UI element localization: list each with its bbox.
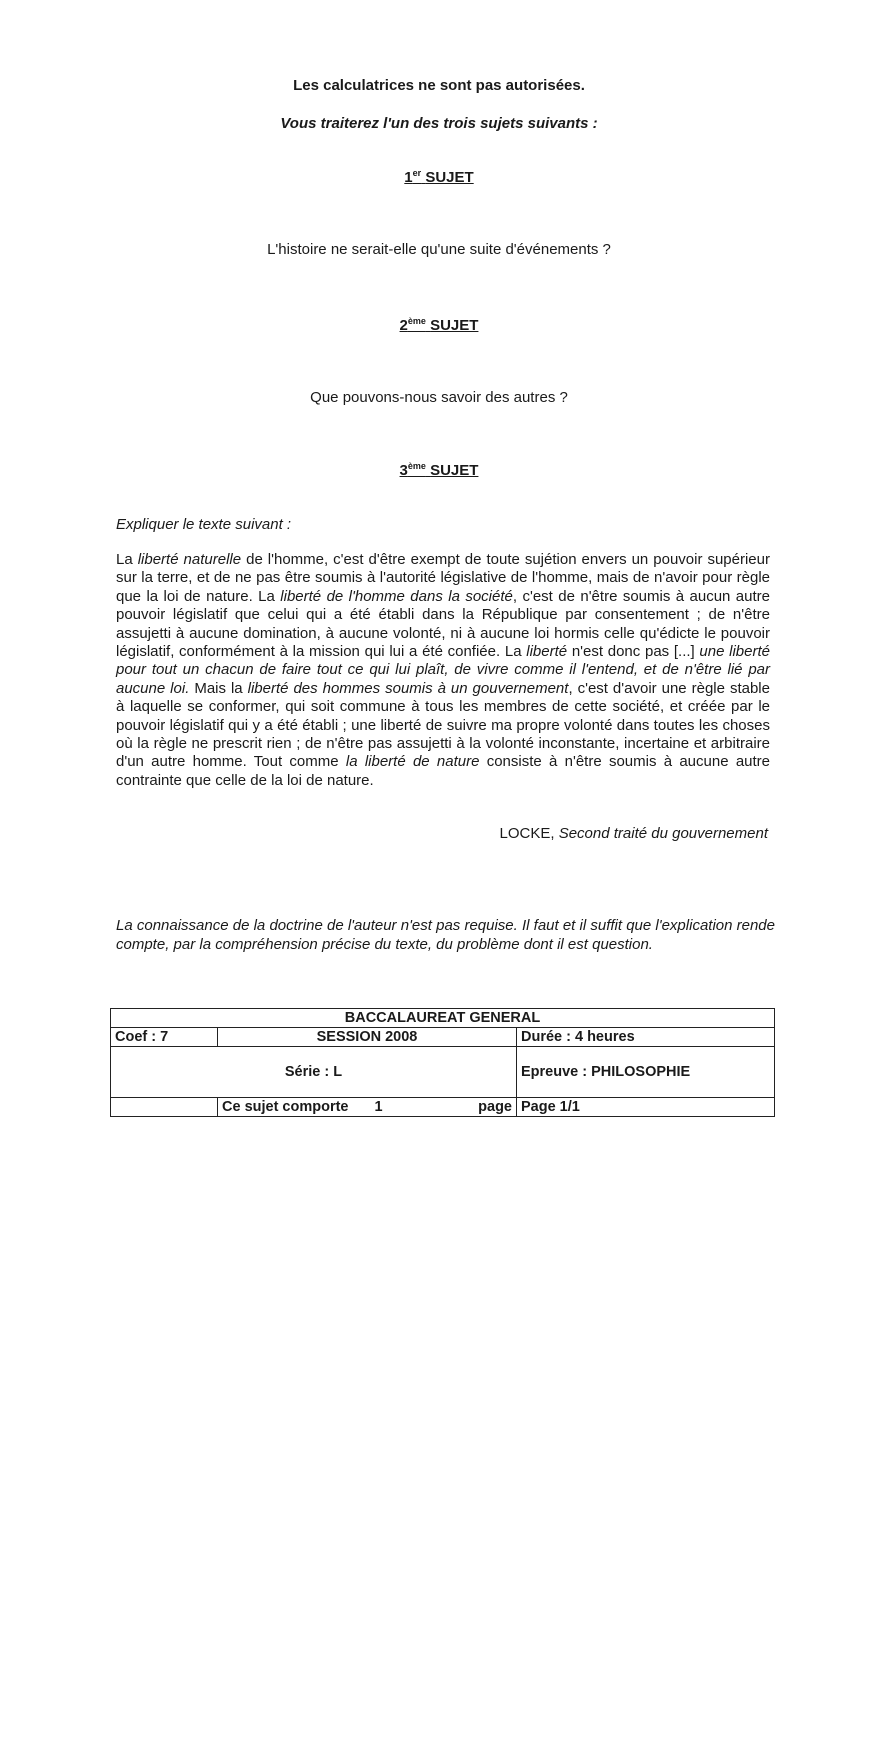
exam-subject: Epreuve : PHILOSOPHIE xyxy=(517,1047,775,1098)
passage-segment: consiste à n'être soumis à aucune autre contrainte que celle de la loi de nature. xyxy=(116,753,771,789)
passage-segment: de l'homme, c'est d'être exempt de toute sujétion envers un pouvoir supérieur sur la terre, et de ne pas être soumis à l'autorité législative de l'homme, mais de n'avoir pour règle que la loi de nature. La xyxy=(116,551,770,605)
duration: Durée : 4 heures xyxy=(517,1028,775,1047)
passage-segment: n'est donc pas [...] xyxy=(567,643,700,661)
subject-1-text: L'histoire ne serait-elle qu'une suite d'événements ? xyxy=(267,241,611,258)
passage-italic-segment: la liberté de nature xyxy=(345,753,480,771)
subject-3-instruction: Expliquer le texte suivant : xyxy=(116,516,292,533)
passage-italic-segment: une liberté pour tout un chacun de faire tout ce qui lui plaît, de vivre comme il l'entend, et de n'être lié par aucune loi. xyxy=(116,643,770,697)
passage-italic-segment: liberté xyxy=(526,643,568,661)
locke-passage xyxy=(116,551,770,790)
session: SESSION 2008 xyxy=(218,1028,517,1047)
passage-segment: , c'est d'avoir une règle stable à laquelle se conformer, qui soit commune à tous les membres de cette société, et créée par le pouvoir législatif qui y a été établi ; une liberté de suivre ma propre volonté dans toutes les choses où la règle ne prescrit rien ; de n'être pas assujetti à la volonté inconstante, incertaine et arbitraire d'un autre homme. Tout comme xyxy=(116,679,770,771)
exam-title: BACCALAUREAT GENERAL xyxy=(111,1009,775,1028)
passage-italic-segment: liberté de l'homme dans la société xyxy=(280,587,513,605)
coefficient: Coef : 7 xyxy=(111,1028,218,1047)
attribution: LOCKE, Second traité du gouvernement xyxy=(499,825,768,842)
passage-segment: Mais la xyxy=(189,679,248,697)
calculators-notice: Les calculatrices ne sont pas autorisées. xyxy=(293,77,585,94)
passage-segment: , c'est de n'être soumis à aucun autre pouvoir législatif que celui qui a été établi dans la République par consentement ; de n'être assujetti à aucune domination, à aucune volonté, ni à aucune loi hormis celle qu'édicte le pouvoir législatif, conformément à la mission qui lui a été confiée. La xyxy=(116,587,770,661)
page-count: Ce sujet comporte 1 page xyxy=(218,1098,517,1117)
passage-italic-segment: liberté naturelle xyxy=(137,551,242,568)
subject-2-text: Que pouvons-nous savoir des autres ? xyxy=(310,389,568,406)
instruction: Vous traiterez l'un des trois sujets suivants : xyxy=(280,115,598,132)
subject-1-heading: 1er SUJET xyxy=(404,168,474,186)
exam-info-table xyxy=(110,1008,775,1117)
series: Série : L xyxy=(111,1047,517,1098)
passage-italic-segment: liberté des hommes soumis à un gouvernement xyxy=(247,679,569,697)
page-number: Page 1/1 xyxy=(517,1098,775,1117)
passage-segment: La xyxy=(116,551,138,568)
explanation-note: La connaissance de la doctrine de l'auteur n'est pas requise. Il faut et il suffit que l'explication rende compte, par la compréhension précise du texte, du problème dont il est question. xyxy=(116,917,775,953)
subject-2-heading: 2ème SUJET xyxy=(399,316,479,334)
subject-3-heading: 3ème SUJET xyxy=(399,461,479,479)
